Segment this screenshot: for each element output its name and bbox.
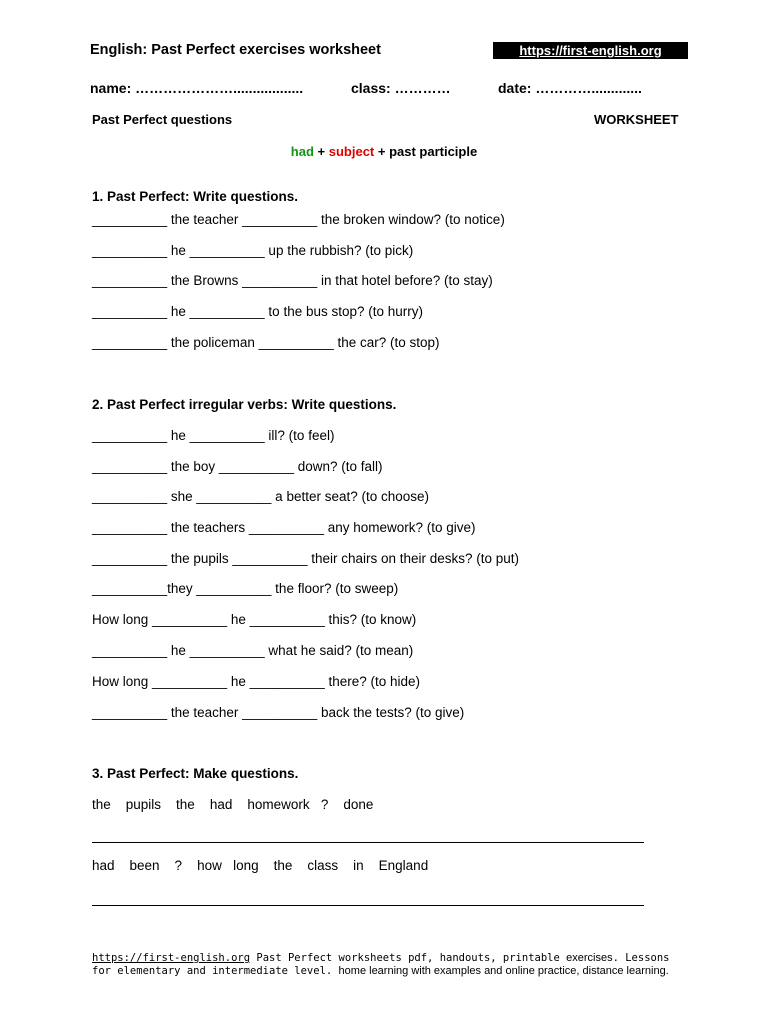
- formula-plus: +: [313, 144, 329, 159]
- class-field: class: …………: [351, 80, 451, 96]
- footer-text: Past Perfect worksheets pdf, handouts, printable: [250, 952, 567, 964]
- exercise-line: __________ the boy __________ down? (to fall): [92, 459, 383, 474]
- footer-text: . Lessons for elementary and intermediate level.: [92, 952, 670, 977]
- exercise-line: How long __________ he __________ there? (to hide): [92, 674, 421, 689]
- scrambled-words: had been ? how long the class in England: [92, 858, 429, 873]
- topic-heading: Past Perfect questions: [92, 112, 233, 127]
- formula-had: had: [290, 144, 314, 159]
- exercise-line: __________ the teacher __________ the broken window? (to notice): [92, 212, 505, 227]
- exercise-line: __________ the policeman __________ the car? (to stop): [92, 335, 440, 350]
- exercise-line: __________ he __________ ill? (to feel): [92, 428, 335, 443]
- name-field: name: …………………..................: [90, 80, 304, 96]
- worksheet-title: English: Past Perfect exercises worksheet: [90, 42, 381, 58]
- exercise-line: __________ the pupils __________ their chairs on their desks? (to put): [92, 551, 520, 566]
- worksheet-label: WORKSHEET: [594, 112, 679, 127]
- section-1-title: 1. Past Perfect: Write questions.: [92, 189, 299, 204]
- exercise-line: __________they __________ the floor? (to sweep): [92, 581, 399, 596]
- formula-line: [0, 144, 768, 159]
- footer-link[interactable]: https://first-english.org: [92, 952, 251, 964]
- formula-rest: + past participle: [374, 144, 478, 159]
- exercise-line: __________ the teachers __________ any homework? (to give): [92, 520, 476, 535]
- section-2-title: 2. Past Perfect irregular verbs: Write questions.: [92, 397, 397, 412]
- exercise-line: How long __________ he __________ this? (to know): [92, 612, 417, 627]
- formula-subject: subject: [328, 144, 375, 159]
- exercise-line: __________ he __________ what he said? (to mean): [92, 643, 414, 658]
- section-3-title: 3. Past Perfect: Make questions.: [92, 766, 299, 781]
- exercise-line: __________ the Browns __________ in that hotel before? (to stay): [92, 273, 493, 288]
- scrambled-words: the pupils the had homework ? done: [92, 797, 374, 812]
- exercise-line: __________ he __________ up the rubbish? (to pick): [92, 243, 414, 258]
- exercise-line: __________ he __________ to the bus stop? (to hurry): [92, 304, 424, 319]
- exercise-line: __________ she __________ a better seat? (to choose): [92, 489, 430, 504]
- site-url-link[interactable]: https://first-english.org: [493, 42, 688, 59]
- date-field: date: ………….............: [498, 80, 642, 96]
- footer-text: exercises: [566, 952, 613, 964]
- answer-line: [92, 842, 644, 843]
- answer-line: [92, 905, 644, 906]
- footer-text: home learning with examples and online practice, distance learning.: [338, 965, 669, 977]
- footer-note: [92, 952, 692, 978]
- exercise-line: __________ the teacher __________ back the tests? (to give): [92, 705, 465, 720]
